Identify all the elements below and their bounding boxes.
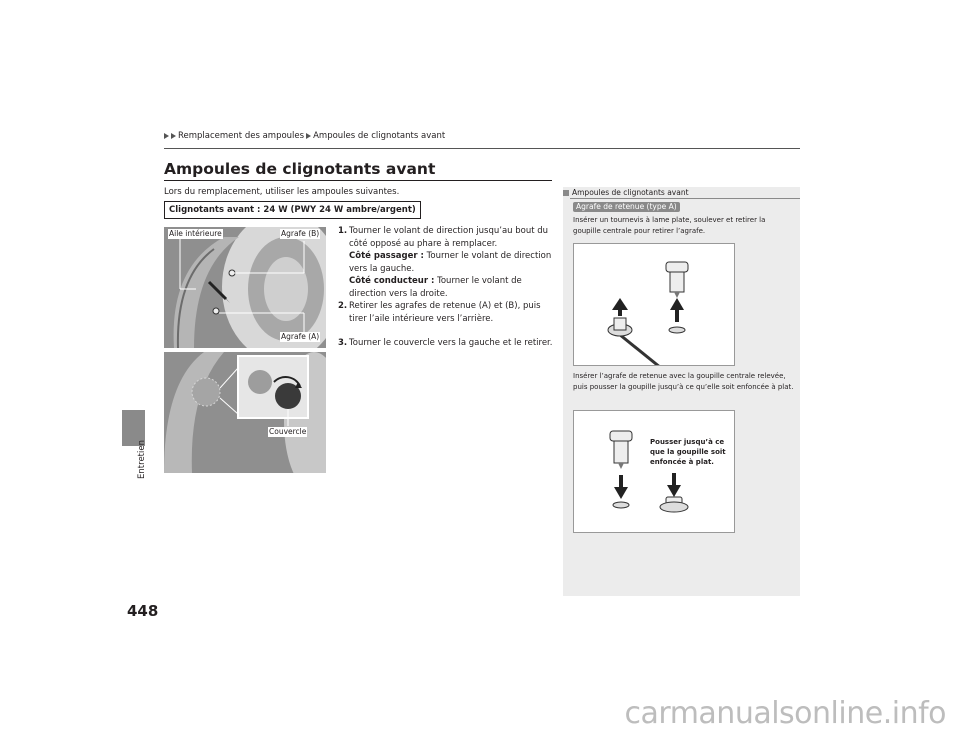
sidebar-heading-text: Ampoules de clignotants avant — [572, 188, 689, 197]
step-text: Tourner le volant de direction jusqu’au bout du côté opposé au phare à remplacer. — [349, 226, 549, 249]
note-icon — [563, 190, 569, 196]
passenger-label: Côté passager : — [349, 251, 424, 261]
breadcrumb — [164, 131, 445, 141]
sidebar-text-remove: Insérer un tournevis à lame plate, soulever et retirer la goupille centrale pour retirer l’agrafe. — [573, 216, 766, 235]
step-number: 1. — [338, 226, 348, 236]
steps-list — [338, 225, 553, 350]
clip-install-diagram — [573, 410, 735, 533]
chevron-right-icon — [171, 133, 176, 139]
page-number: 448 — [127, 602, 159, 620]
clip-type-badge: Agrafe de retenue (type A) — [573, 202, 680, 212]
bulb-spec-box — [164, 201, 421, 219]
step-number: 2. — [338, 301, 348, 311]
inner-fender-illustration — [164, 227, 326, 348]
chevron-right-icon — [306, 133, 311, 139]
step-1 — [338, 225, 553, 300]
sidebar-text-install: Insérer l’agrafe de retenue avec la goupille centrale relevée, puis pousser la goupille jusqu’à ce qu’elle soit enfoncée à plat. — [573, 372, 794, 391]
bulb-spec: Clignotants avant : 24 W (PWY 24 W ambre/argent) — [169, 205, 416, 215]
cover-drawing — [164, 352, 326, 473]
clip-install-drawing — [574, 411, 734, 532]
step-text: Tourner le couvercle vers la gauche et le retirer. — [349, 338, 553, 348]
step-2 — [338, 300, 553, 325]
sidebar-heading — [563, 188, 689, 197]
watermark: carmanualsonline.info — [624, 696, 946, 731]
cover-illustration — [164, 352, 326, 473]
label-inner-fender: Aile intérieure — [169, 229, 222, 238]
driver-label: Côté conducteur : — [349, 276, 435, 286]
driver-text: Tourner le volant de direction vers la droite. — [349, 276, 522, 299]
fender-clips-drawing — [164, 227, 326, 348]
chevron-right-icon — [164, 133, 169, 139]
diagram-caption: Pousser jusqu’à ce que la goupille soit enfoncée à plat. — [650, 438, 726, 466]
sidebar-divider — [570, 198, 800, 199]
intro-text: Lors du remplacement, utiliser les ampoules suivantes. — [164, 187, 400, 197]
clip-removal-diagram — [573, 243, 735, 366]
passenger-text: Tourner le volant de direction vers la gauche. — [349, 251, 552, 274]
breadcrumb-item-1[interactable]: Remplacement des ampoules — [178, 131, 305, 141]
label-cover: Couvercle — [269, 427, 307, 436]
label-clip-b: Agrafe (B) — [281, 229, 320, 238]
step-3 — [338, 337, 553, 350]
breadcrumb-item-2[interactable]: Ampoules de clignotants avant — [313, 131, 446, 141]
clip-removal-drawing — [574, 244, 734, 365]
page-title: Ampoules de clignotants avant — [164, 160, 436, 178]
section-tab-label[interactable]: Entretien — [137, 440, 147, 479]
step-text: Retirer les agrafes de retenue (A) et (B), puis tirer l’aile intérieure vers l’arrière. — [349, 301, 541, 324]
label-clip-a: Agrafe (A) — [281, 332, 320, 341]
step-number: 3. — [338, 338, 348, 348]
header-divider — [164, 148, 800, 149]
title-divider — [164, 180, 552, 181]
